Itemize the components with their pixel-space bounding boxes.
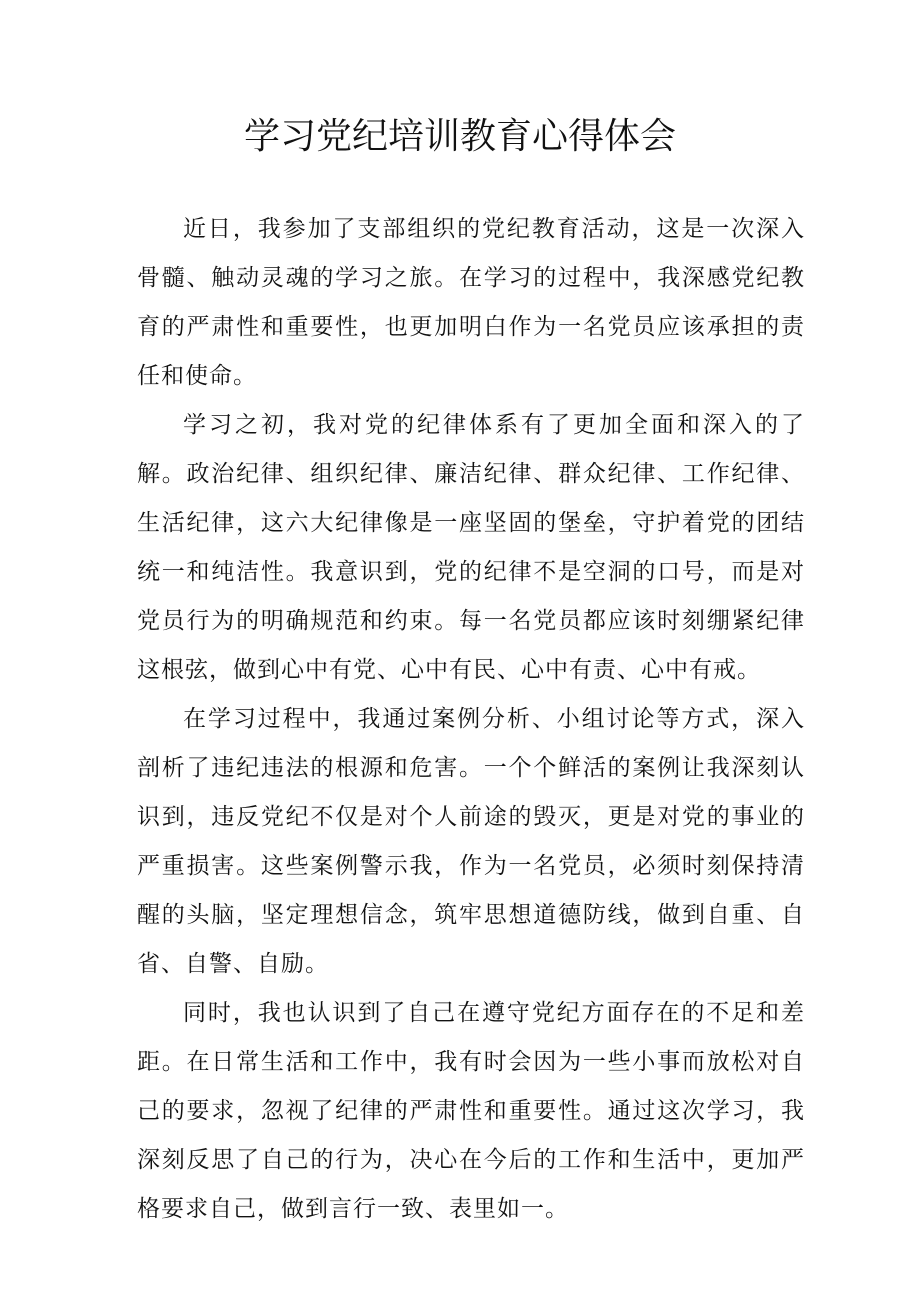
paragraph-1: 近日，我参加了支部组织的党纪教育活动，这是一次深入骨髓、触动灵魂的学习之旅。在学习的过程中，我深感党纪教育的严肃性和重要性，也更加明白作为一名党员应该承担的责任和使命。 <box>137 216 805 389</box>
document-title: 学习党纪培训教育心得体会 <box>243 116 676 157</box>
paragraph-4: 同时，我也认识到了自己在遵守党纪方面存在的不足和差距。在日常生活和工作中，我有时会因为一些小事而放松对自己的要求，忽视了纪律的严肃性和重要性。通过这次学习，我深刻反思了自己的行为，决心在今后的工作和生活中，更加严格要求自己，做到言行一致、表里如一。 <box>137 1000 805 1222</box>
paragraph-3: 在学习过程中，我通过案例分析、小组讨论等方式，深入剖析了违纪违法的根源和危害。一个个鲜活的案例让我深刻认识到，违反党纪不仅是对个人前途的毁灭，更是对党的事业的严重损害。这些案例警示我，作为一名党员，必须时刻保持清醒的头脑，坚定理想信念，筑牢思想道德防线，做到自重、自省、自警、自励。 <box>137 706 805 977</box>
document-body <box>137 205 805 1234</box>
paragraph-2: 学习之初，我对党的纪律体系有了更加全面和深入的了解。政治纪律、组织纪律、廉洁纪律、群众纪律、工作纪律、生活纪律，这六大纪律像是一座坚固的堡垒，守护着党的团结统一和纯洁性。我意识到，党的纪律不是空洞的口号，而是对党员行为的明确规范和约束。每一名党员都应该时刻绷紧纪律这根弦，做到心中有党、心中有民、心中有责、心中有戒。 <box>137 412 805 683</box>
